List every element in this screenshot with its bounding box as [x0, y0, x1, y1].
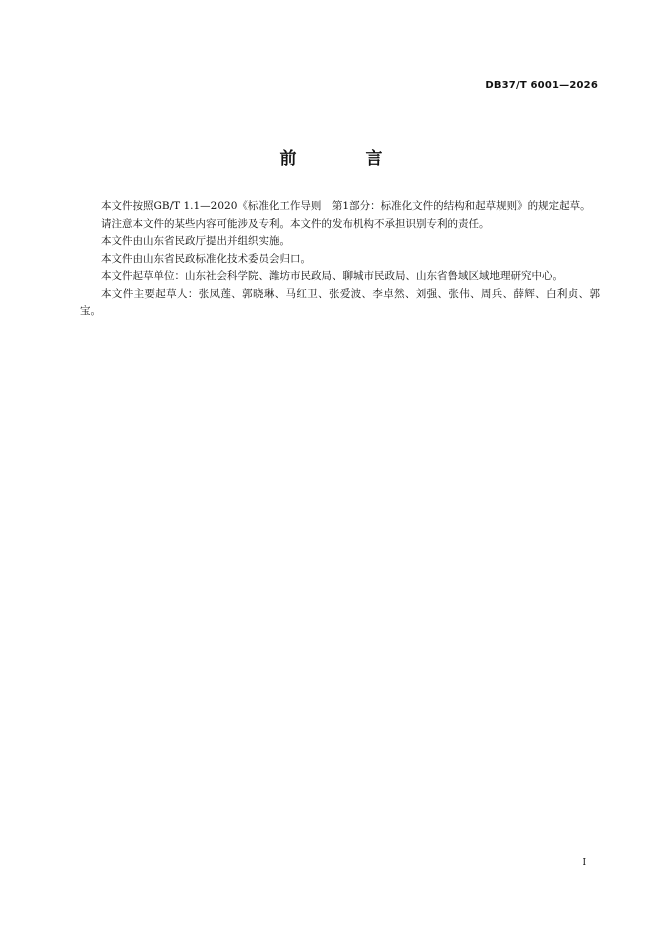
foreword-body: [80, 198, 600, 321]
paragraph-patent-notice: 请注意本文件的某些内容可能涉及专利。本文件的发布机构不承担识别专利的责任。: [101, 217, 490, 230]
page-number: I: [582, 858, 586, 868]
paragraph-technical-committee: 本文件由山东省民政标准化技术委员会归口。: [101, 252, 311, 265]
paragraph-drafting-basis: 本文件按照GB/T 1.1—2020《标准化工作导则 第1部分：标准化文件的结构和起草规则》的规定起草。: [101, 200, 591, 212]
paragraph-drafters: 本文件主要起草人：张凤莲、郭晓琳、马红卫、张爱波、李卓然、刘强、张伟、周兵、薛辉、白利贞、郭宝。: [80, 287, 600, 317]
paragraph-drafting-units: 本文件起草单位：山东社会科学院、潍坊市民政局、聊城市民政局、山东省鲁域区域地理研究中心。: [101, 270, 563, 282]
document-code: DB37/T 6001—2026: [485, 80, 598, 91]
paragraph-proposer: 本文件由山东省民政厅提出并组织实施。: [101, 235, 290, 247]
page-title: 前 言: [279, 149, 409, 169]
